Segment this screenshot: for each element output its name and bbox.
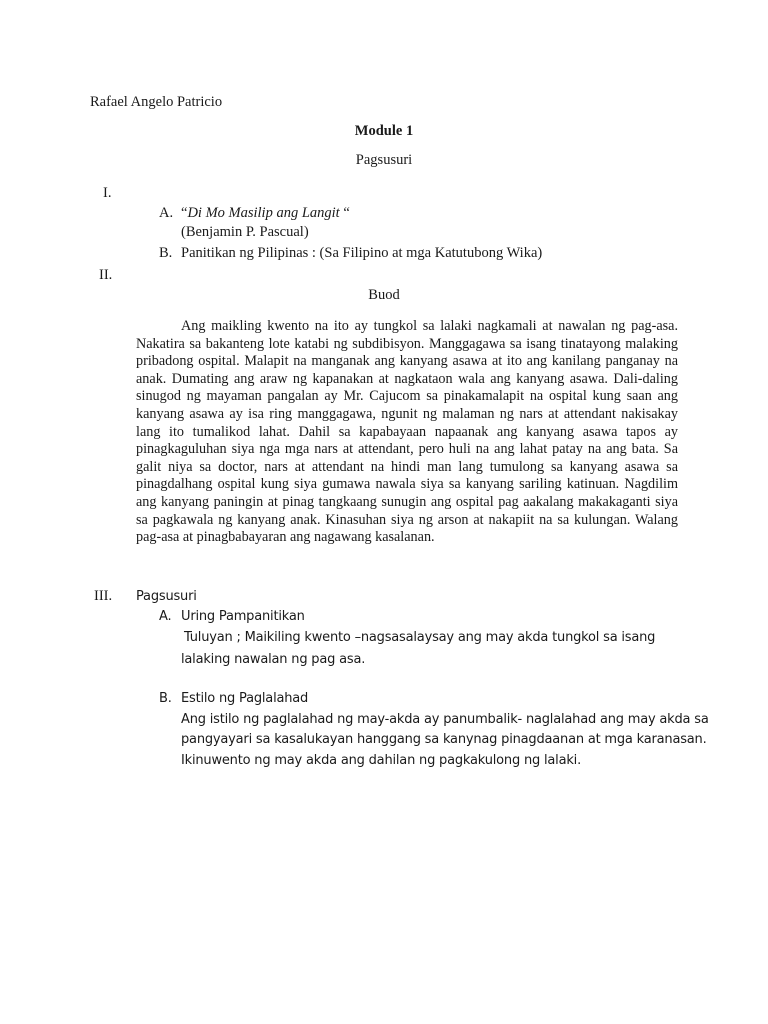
- section-3-a-line-2: lalaking nawalan ng pag asa.: [181, 652, 366, 667]
- author-name: Rafael Angelo Patricio: [90, 94, 223, 110]
- work-author: (Benjamin P. Pascual): [181, 224, 309, 240]
- work-title-line: [181, 205, 350, 222]
- section-3-a-heading: Uring Pampanitikan: [181, 609, 305, 624]
- summary-paragraph: Ang maikling kwento na ito ay tungkol sa lalaki nagkamali at nawalan ng pag-asa. Nakatira sa bakanteng lote katabi ng subdibisyon. Manggagawa sa isang tinatayong malaking pribadong ospital. Malapit na manganak ang kanyang asawa at ito ang kanilang panganay na anak. Dumating ang araw ng kapanakan at nagkataon wala ang kanyang asawa. Dali-daling sinugod ng mayaman pangalan ay Mr. Cajucom sa pinakamalapit na ospital kung saan ang kanyang asawa ay isa ring manggagawa, ngunit ng malaman ng nars at attendant nakisakay lang ito tumalikod lahat. Dahil sa kapabayaan napaanak ang kanyang asawa tapos ay pinagkaguluhan siya nga mga nars at attendant, pero huli na ang lahat patay na ang bata. Sa galit niya sa doctor, nars at attendant na hindi man lang tumulong sa kanyang asawa sa pinagdalhang ospital kung siya gumawa nawala siya sa kanyang sariling katinuan. Nagdilim ang kanyang paningin at pinag tangkaang sunugin ang ospital pag aakalang makakaganti siya sa pagkawala ng kanyang anak. Kinasuhan siya ng arson at nakapiit na sa kulungan. Walang pag-asa at pinagbabayaran ang nagawang kasalanan.: [136, 318, 678, 546]
- section-3-b-letter: B.: [159, 691, 172, 706]
- section-3-b-heading: Estilo ng Paglalahad: [181, 691, 309, 706]
- section-3-b-line-3: Ikinuwento ng may akda ang dahilan ng pagkakulong ng lalaki.: [181, 753, 582, 768]
- section-1-a-letter: A.: [159, 205, 174, 221]
- work-title: Di Mo Masilip ang Langit: [187, 205, 340, 221]
- section-3-numeral: III.: [94, 588, 113, 604]
- section-2-heading: Buod: [368, 287, 400, 303]
- section-3-heading: Pagsusuri: [136, 589, 197, 604]
- section-1-b-letter: B.: [159, 245, 173, 261]
- module-title: Module 1: [354, 123, 414, 139]
- section-3-b-line-1: Ang istilo ng paglalahad ng may-akda ay panumbalik- naglalahad ang may akda sa: [181, 712, 709, 727]
- section-3-a-letter: A.: [159, 609, 172, 624]
- section-3-b-line-2: pangyayari sa kasalukayan hanggang sa kanynag pinagdaanan at mga karanasan.: [181, 732, 707, 747]
- quote-close: “: [339, 205, 350, 221]
- section-3-a-line-1: Tuluyan ; Maikiling kwento –nagsasalaysay ang may akda tungkol sa isang: [184, 630, 656, 645]
- work-source: Panitikan ng Pilipinas : (Sa Filipino at mga Katutubong Wika): [181, 245, 543, 261]
- section-1-numeral: I.: [103, 185, 112, 201]
- quote-open: “: [181, 205, 188, 221]
- page-subtitle: Pagsusuri: [355, 152, 413, 168]
- section-2-numeral: II.: [99, 267, 113, 283]
